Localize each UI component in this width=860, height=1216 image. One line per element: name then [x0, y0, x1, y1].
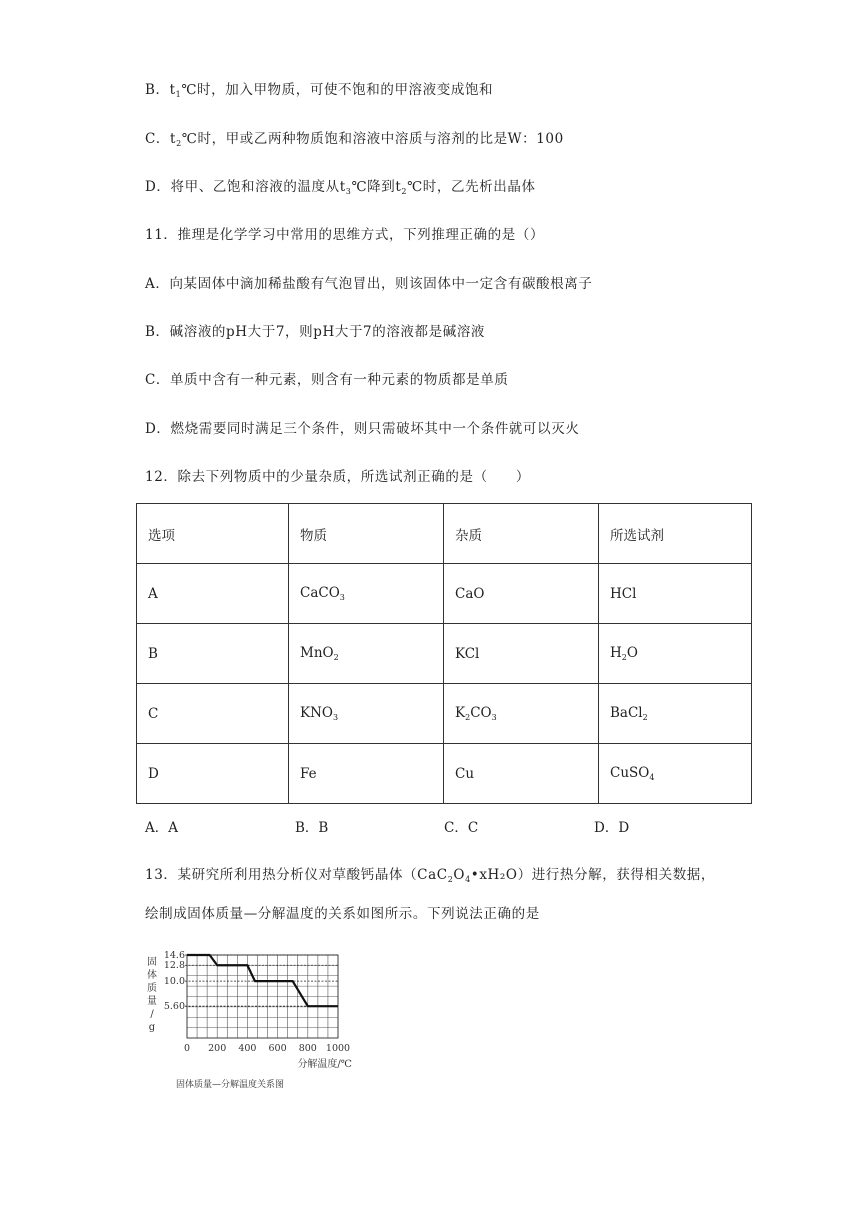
table-cell-substance: Fe [289, 744, 444, 804]
table-header-cell: 所选试剂 [599, 504, 752, 564]
y-tick-label: 14.6 [163, 950, 185, 961]
y-axis-label-char: / [150, 1009, 154, 1020]
x-tick-label: 800 [298, 1043, 317, 1054]
q11-option-d: D．燃烧需要同时满足三个条件，则只需破坏其中一个条件就可以灭火 [145, 421, 580, 437]
table-header-cell: 选项 [137, 504, 289, 564]
table-cell-reagent: CuSO$_4$ [599, 744, 752, 804]
table-cell-substance: MnO$_2$ [289, 624, 444, 684]
table-row [137, 624, 752, 684]
q13-stem-line2: 绘制成固体质量—分解温度的关系如图所示。下列说法正确的是 [145, 906, 540, 922]
series-line [187, 955, 338, 1006]
q11-stem: 11．推理是化学学习中常用的思维方式，下列推理正确的是（） [145, 227, 545, 243]
q13-stem-line1: 13．某研究所利用热分析仪对草酸钙晶体$(CaC_2O_4•xH_2O)$进行热分解，获得相关数据， [145, 867, 715, 884]
table-cell-reagent: BaCl$_2$ [599, 684, 752, 744]
y-tick-label: 5.60 [163, 1001, 185, 1013]
table-row [137, 684, 752, 744]
table-cell-impurity: KCl [444, 624, 599, 684]
q12-answer-c: C．C [444, 820, 479, 836]
table-row [137, 744, 752, 804]
y-axis-label-char: g [148, 1022, 156, 1033]
q10-option-b: B．$t_1℃$时，加入甲物质，可使不饱和的甲溶液变成饱和 [145, 82, 494, 99]
table-header-cell: 物质 [289, 504, 444, 564]
table-header-cell: 杂质 [444, 504, 599, 564]
table-cell-option: C [137, 684, 289, 744]
x-tick-label: 200 [208, 1043, 227, 1054]
q10-option-d: D．将甲、乙饱和溶液的温度从$t_3℃$降到$t_2℃$时，乙先析出晶体 [145, 179, 536, 196]
table-cell-impurity: Cu [444, 744, 599, 804]
chart-grid [187, 955, 338, 1038]
mass-temperature-chart [140, 945, 370, 1095]
table-cell-reagent: HCl [599, 564, 752, 624]
chart-title: 固体质量—分解温度关系图 [175, 1080, 285, 1090]
q11-option-b: B．碱溶液的pH大于7，则pH大于7的溶液都是碱溶液 [145, 324, 486, 340]
y-axis-label-char: 体 [147, 970, 157, 981]
table-cell-impurity: CaO [444, 564, 599, 624]
y-tick-label: 10.0 [163, 976, 185, 988]
y-axis-label [147, 956, 157, 1033]
y-tick-label: 12.8 [163, 960, 185, 972]
table-row [137, 564, 752, 624]
chart-series [187, 955, 338, 1006]
q11-option-c: C．单质中含有一种元素，则含有一种元素的物质都是单质 [145, 372, 509, 388]
x-tick-label: 600 [268, 1043, 287, 1054]
table-cell-substance: CaCO$_3$ [289, 564, 444, 624]
x-tick-label: 0 [183, 1043, 191, 1054]
q12-table [136, 503, 752, 804]
table-cell-option: D [137, 744, 289, 804]
x-tick-label: 1000 [325, 1043, 351, 1054]
q11-option-a: A．向某固体中滴加稀盐酸有气泡冒出，则该固体中一定含有碳酸根离子 [145, 276, 593, 292]
x-axis-label: 分解温度/℃ [297, 1059, 352, 1070]
x-tick-label: 400 [238, 1043, 257, 1054]
q10-option-c: C．$t_2℃$时，甲或乙两种物质饱和溶液中溶质与溶剂的比是W：100 [145, 131, 564, 148]
table-header-row [137, 504, 752, 564]
y-axis-label-char: 量 [147, 996, 157, 1007]
table-cell-impurity: $K_2CO_3$ [444, 684, 599, 744]
q12-stem: 12．除去下列物质中的少量杂质，所选试剂正确的是（ ） [145, 469, 530, 485]
y-axis-label-char: 质 [147, 983, 157, 994]
q12-answer-a: A．A [145, 820, 178, 836]
table-cell-reagent: $H_2O$ [599, 624, 752, 684]
table-cell-option: B [137, 624, 289, 684]
table-cell-option: A [137, 564, 289, 624]
q12-answer-d: D．D [594, 820, 630, 836]
q12-answer-b: B．B [295, 820, 329, 836]
table-cell-substance: $KNO_3$ [289, 684, 444, 744]
y-axis-label-char: 固 [147, 957, 157, 968]
